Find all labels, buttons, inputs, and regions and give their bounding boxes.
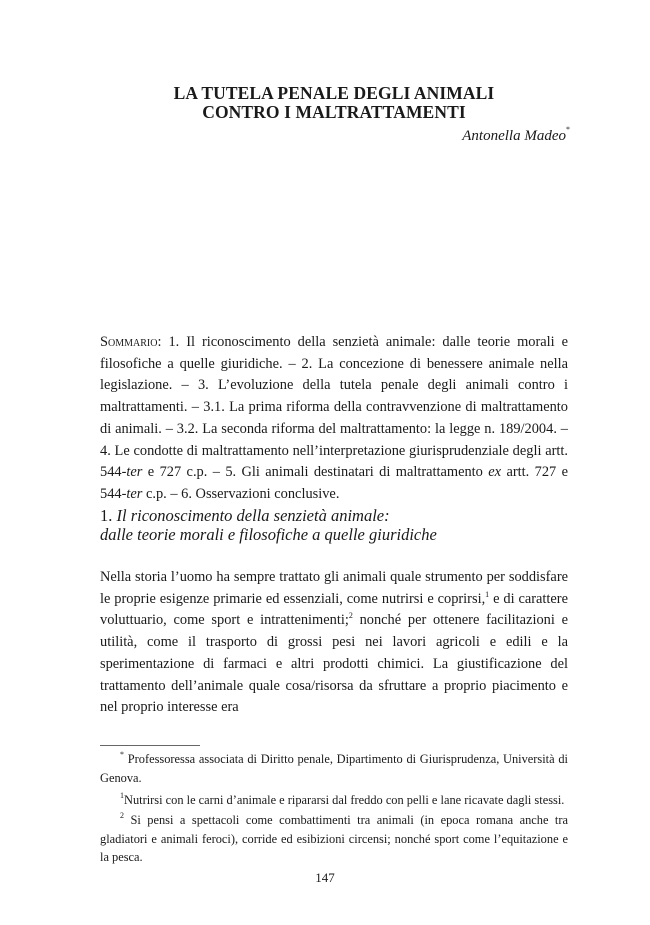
footnote-ref-2[interactable]: 2 (348, 611, 353, 621)
body-paragraph (100, 567, 568, 719)
summary-text: 1. Il riconoscimento della senzietà animale: dalle teorie morali e filosofiche a quelle giuridiche. – 2. La concezione di benessere animale nella legislazione. – 3. L’evoluzione della tutela penale degli animali contro i maltrattamenti. – 3.1. La prima riforma della contravvenzione di maltrattamento di animali. – 3.2. La seconda riforma del maltrattamento: la legge n. 189/2004. – 4. Le condotte di maltrattamento nell’interpretazione giurisprudenziale degli artt. 544- (100, 334, 568, 481)
page-number: 147 (315, 870, 335, 885)
section-number: 1. (100, 506, 113, 525)
section-title-line-2: dalle teorie morali e filosofiche a quelle giuridiche (100, 525, 437, 544)
summary-text-4: c.p. – 6. Osservazioni conclusive. (142, 485, 340, 502)
footnote-text: Nutrirsi con le carni d’animale e ripararsi dal freddo con pelli e lane ricavate dagli stessi. (124, 793, 565, 807)
footnote-ref-1[interactable]: 1 (485, 589, 490, 599)
footnote-2 (100, 811, 568, 867)
footnote-marker: 2 (120, 811, 124, 820)
footnote-text: Professoressa associata di Diritto penale, Dipartimento di Giurisprudenza, Università di Genova. (100, 752, 568, 785)
body-part-2: e di carattere voluttuario, come sport e intrattenimenti; (100, 590, 568, 629)
author (462, 121, 570, 145)
summary-ex: ex (488, 464, 502, 481)
summary-text-3: artt. 727 e 544- (100, 464, 568, 502)
body-part-1: Nella storia l’uomo ha sempre trattato gli animali quale strumento per soddisfare le proprie esigenze primarie ed essenziali, come nutrirsi e coprirsi, (100, 569, 568, 607)
summary-ter-2: ter (126, 485, 143, 502)
footnote-1 (100, 791, 568, 810)
author-footnote-marker: * (566, 125, 570, 134)
title-line-1: LA TUTELA PENALE DEGLI ANIMALI (173, 83, 495, 103)
section-heading (100, 506, 568, 544)
body-part-3: nonché per ottenere facilitazioni e utilità, come il trasporto di grossi pesi nei lavori agricoli e edili e la sperimentazione di farmaci e altri prodotti chimici. La giustificazione del trattamento dell’animale quale cosa/risorsa da sfruttare a proprio piacimento e nel proprio interesse era (100, 612, 568, 716)
footnote-marker: * (120, 750, 124, 759)
article-title (100, 84, 568, 122)
author-name: Antonella Madeo (462, 128, 566, 144)
title-line-2: CONTRO I MALTRATTAMENTI (202, 102, 466, 122)
footnote-author (100, 750, 568, 787)
footnote-text: Si pensi a spettacoli come combattimenti tra animali (in epoca romana anche tra gladiatori e animali feroci), corride ed esibizioni circensi; nonché sport come l’equitazione e la pesca. (100, 813, 568, 864)
summary-label: Sommario: (100, 334, 162, 350)
summary-text-2: e 727 c.p. – 5. Gli animali destinatari di maltrattamento (142, 464, 489, 481)
footnote-divider (100, 745, 200, 746)
footnote-marker: 1 (120, 791, 124, 800)
section-title-line-1: Il riconoscimento della senzietà animale: (116, 506, 390, 525)
summary (100, 332, 568, 506)
summary-ter-1: ter (126, 464, 143, 481)
